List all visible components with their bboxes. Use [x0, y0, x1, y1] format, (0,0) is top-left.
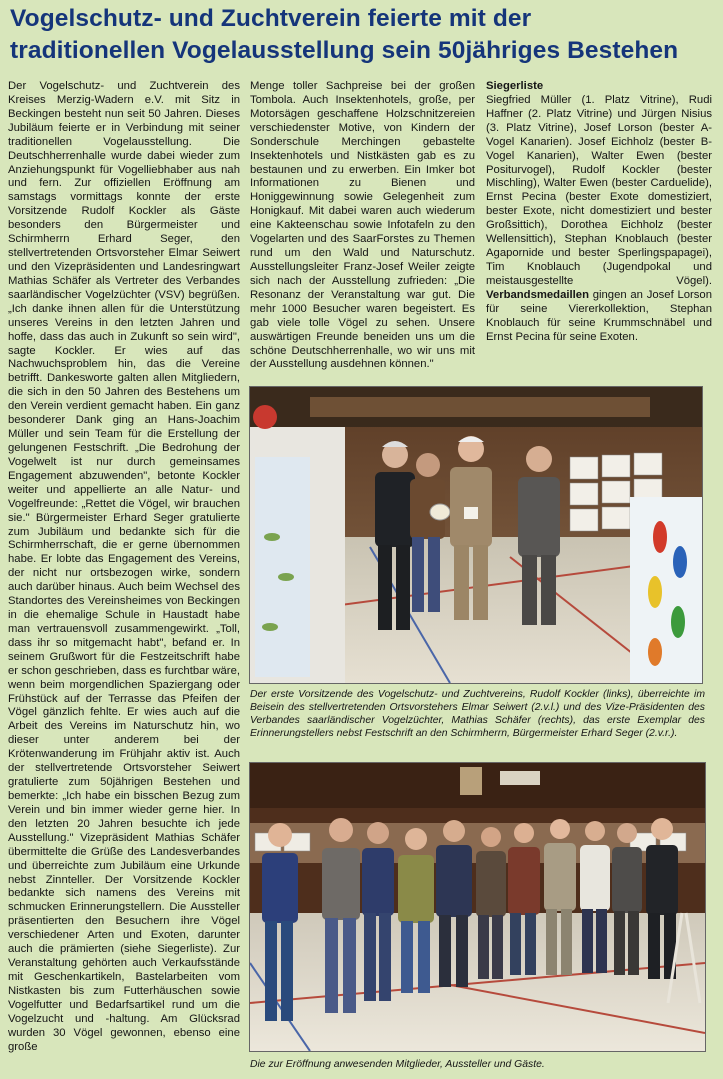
group-photo — [249, 762, 706, 1052]
ceremony-photo — [249, 386, 703, 684]
column-2-text: Menge toller Sachpreise bei der großen Tombola. Auch Insektenhotels, große, per Motorsägen geschaffene Holzschnitzereien verschiedenster Motive, von Kindern der Sonderschule Merchingen gebastelte Insektenhotels und Nistkästen gab es zu bestaunen und zu erwerben. Ein Imker bot Informationen zu Bienen und Honiggewinnung sowie Gelegenheit zum Honigkauf. Mit dabei waren auch wiederum eine Kakteenschau sowie Infotafeln zu den Vogelarten und des SaarForstes zu Themen rund um den Wald und Naturschutz. Ausstellungsleiter Franz-Josef Weiler zeigte sich nach der Ausstellung zufrieden: „Die Resonanz der Veranstaltung war gut. Die mehr 1000 Besucher waren begeistert. Es gab viele tolle Vögel zu sehen. Unsere auswärtigen Freunde beneiden uns um die schöne Deutschherrenhalle, wo wir uns mit der Ausstellung ausdehnen können." — [250, 80, 475, 371]
article-column-1 — [8, 80, 240, 1055]
medal-text: gingen an Josef Lorson für seine Viererkollektion, Stephan Knoblauch für seine Krummschnäbel und Ernst Pecina für seine Exoten. — [486, 288, 712, 343]
column-1-text: Der Vogelschutz- und Zuchtverein des Kreises Merzig-Wadern e.V. mit Sitz in Beckingen besteht nun seit 50 Jahren. Dieses Jubiläum feierte er in Verbindung mit seiner traditionellen Vogelausstellung. Die Deutschherrenhalle wurde dabei wieder zum Anziehungspunkt für Vogelliebhaber aus nah und fern. Zur offiziellen Eröffnung am samstags vormittags konnte der erste Vorsitzende Rudolf Kockler als Gäste besonders den Bürgermeister und Schirmherrn Erhard Seger, den stellvertretenden Ortsvorsteher Elmar Seiwert und den Vizepräsidenten und Landesringwart Mathias Schäfer als Vertreter des Verbandes saarländischer Vogelzüchter (VSV) begrüßen. „Ich danke ihnen allen für die Unterstützung unseres Vereins in den letzten Jahren und hoffe, dass das auch in Zukunft so sein wird", sagte Kockler. Er wies auf das Nachwuchsproblem hin, das die Vereine betrifft. Dankesworte galten allen Mitgliedern, die sich in den 50 Jahren des Bestehens um den Verein verdient gemacht haben. Ein ganz besonderer Dank ging an Hans-Joachim Müller und sein Team für die Erstellung der gelungenen Festschrift. „Die Bedrohung der Vogelwelt ist nur durch gemeinsames Engagement abzuwenden", betonte Kockler weiter und appellierte an alle Natur- und Vogelfreunde: „Rettet die Vögel, wir brauchen sie." Bürgermeister Erhard Seger gratulierte zum Jubiläum und bedankte sich für die Schirmherrschaft, die er gerne übernommen habe. Er lobte das Engagement des Vereins, der nicht nur ortsbezogen wirke, sondern auch darüber hinaus. Auch beim Wechsel des Standortes des Vereinsheimes von Beckingen in die ehemalige Schule in Haustadt habe man vertrauensvoll zusammengewirkt. „Toll, dass ihr so mitgemacht habt", befand er. In seinem Grußwort für die Festzeitschrift habe er schon geschrieben, dass es furchtbar wäre, wenn beim morgendlichen Spaziergang oder Frühstück auf der Terrasse das Pfeifen der Vögel gänzlich fehlte. Er wies auch auf die Arbeit des Vereins im Naturschutz hin, wo dieser unter anderem bei der Krötenwanderung im Frühjahr aktiv ist. Auch der stellvertretende Ortsvorsteher Seiwert gratulierte zum 50jährigen Bestehen und bemerkte: „Ich habe ein bisschen Bezug zum Verein und bin immer wieder gerne hier. In den letzten 20 Jahren besuchte ich jede Ausstellung." Vizepräsident Mathias Schäfer übermittelte die Grüße des Landesverbandes und überreichte zum Jubiläum eine Urkunde nebst Zinnteller. Der Vorsitzende Kockler bedankte sich namens des Vereins mit schmucken Erinnerungstellern. Die Aussteller präsentierten den Besuchern ihre Vögel verschiedener Arten und Exoten, darunter auch die prämierten (siehe Siegerliste). Zur Veranstaltung gehörten auch Verkaufsstände mit Geschenkartikeln, Bastelarbeiten vom Nistkasten bis zum Futterhäuschen sowie Vogelfutter und Bedarfsartikel rund um die Vogelzucht und -haltung. Am Glücksrad wurden 30 Vögel gewonnen, ebenso eine große — [8, 80, 240, 1053]
article-column-2 — [250, 80, 475, 372]
medal-label: Verbandsmedaillen — [486, 288, 589, 301]
winners-list-title: Siegerliste — [486, 80, 544, 92]
ceremony-photo-caption: Der erste Vorsitzende des Vogelschutz- und Zuchtvereins, Rudolf Kockler (links), überreichte im Beisein des stellvertretenden Ortsvorstehers Elmar Seiwert (2.v.l.) und des Vize-Präsidenten des Verbandes saarländischer Vogelzüchter, Mathias Schäfer (rechts), das erste Exemplar des Erinnerungstellers nebst Festschrift an den Schirmherrn, Bürgermeister Erhard Seger (2.v.r.). — [250, 689, 705, 739]
headline-line-1: Vogelschutz- und Zuchtverein feierte mit der — [10, 5, 532, 32]
headline-line-2: traditionellen Vogelausstellung sein 50jähriges Bestehen — [10, 37, 679, 64]
winners-list-text: Siegfried Müller (1. Platz Vitrine), Rudi Haffner (2. Platz Vitrine) und Jürgen Nisius (3. Platz Vitrine), Josef Lorson (bester A-Vogel Kanarien). Josef Eichholz (bester B-Vogel Kanarien), Walter Ewen (bester Positurvogel), Rudolf Kockler (bester Mischling), Walter Ewen (bester Carduelide), Ernst Pecina (bester Exote domestiziert, bester Exote, nicht domestiziert und bester Großsittich), Dorothea Eichholz (bester Wellensittich), Stephan Knoblauch (bester Agapornide und bester Sperlingspapagei), Tim Knoblauch (Jugendpokal und meistausgestellte Vögel). — [486, 93, 712, 287]
headline — [10, 3, 715, 67]
group-photo-caption: Die zur Eröffnung anwesenden Mitglieder, Aussteller und Gäste. — [250, 1059, 545, 1070]
winners-list — [486, 94, 712, 345]
winners-column — [486, 80, 712, 345]
